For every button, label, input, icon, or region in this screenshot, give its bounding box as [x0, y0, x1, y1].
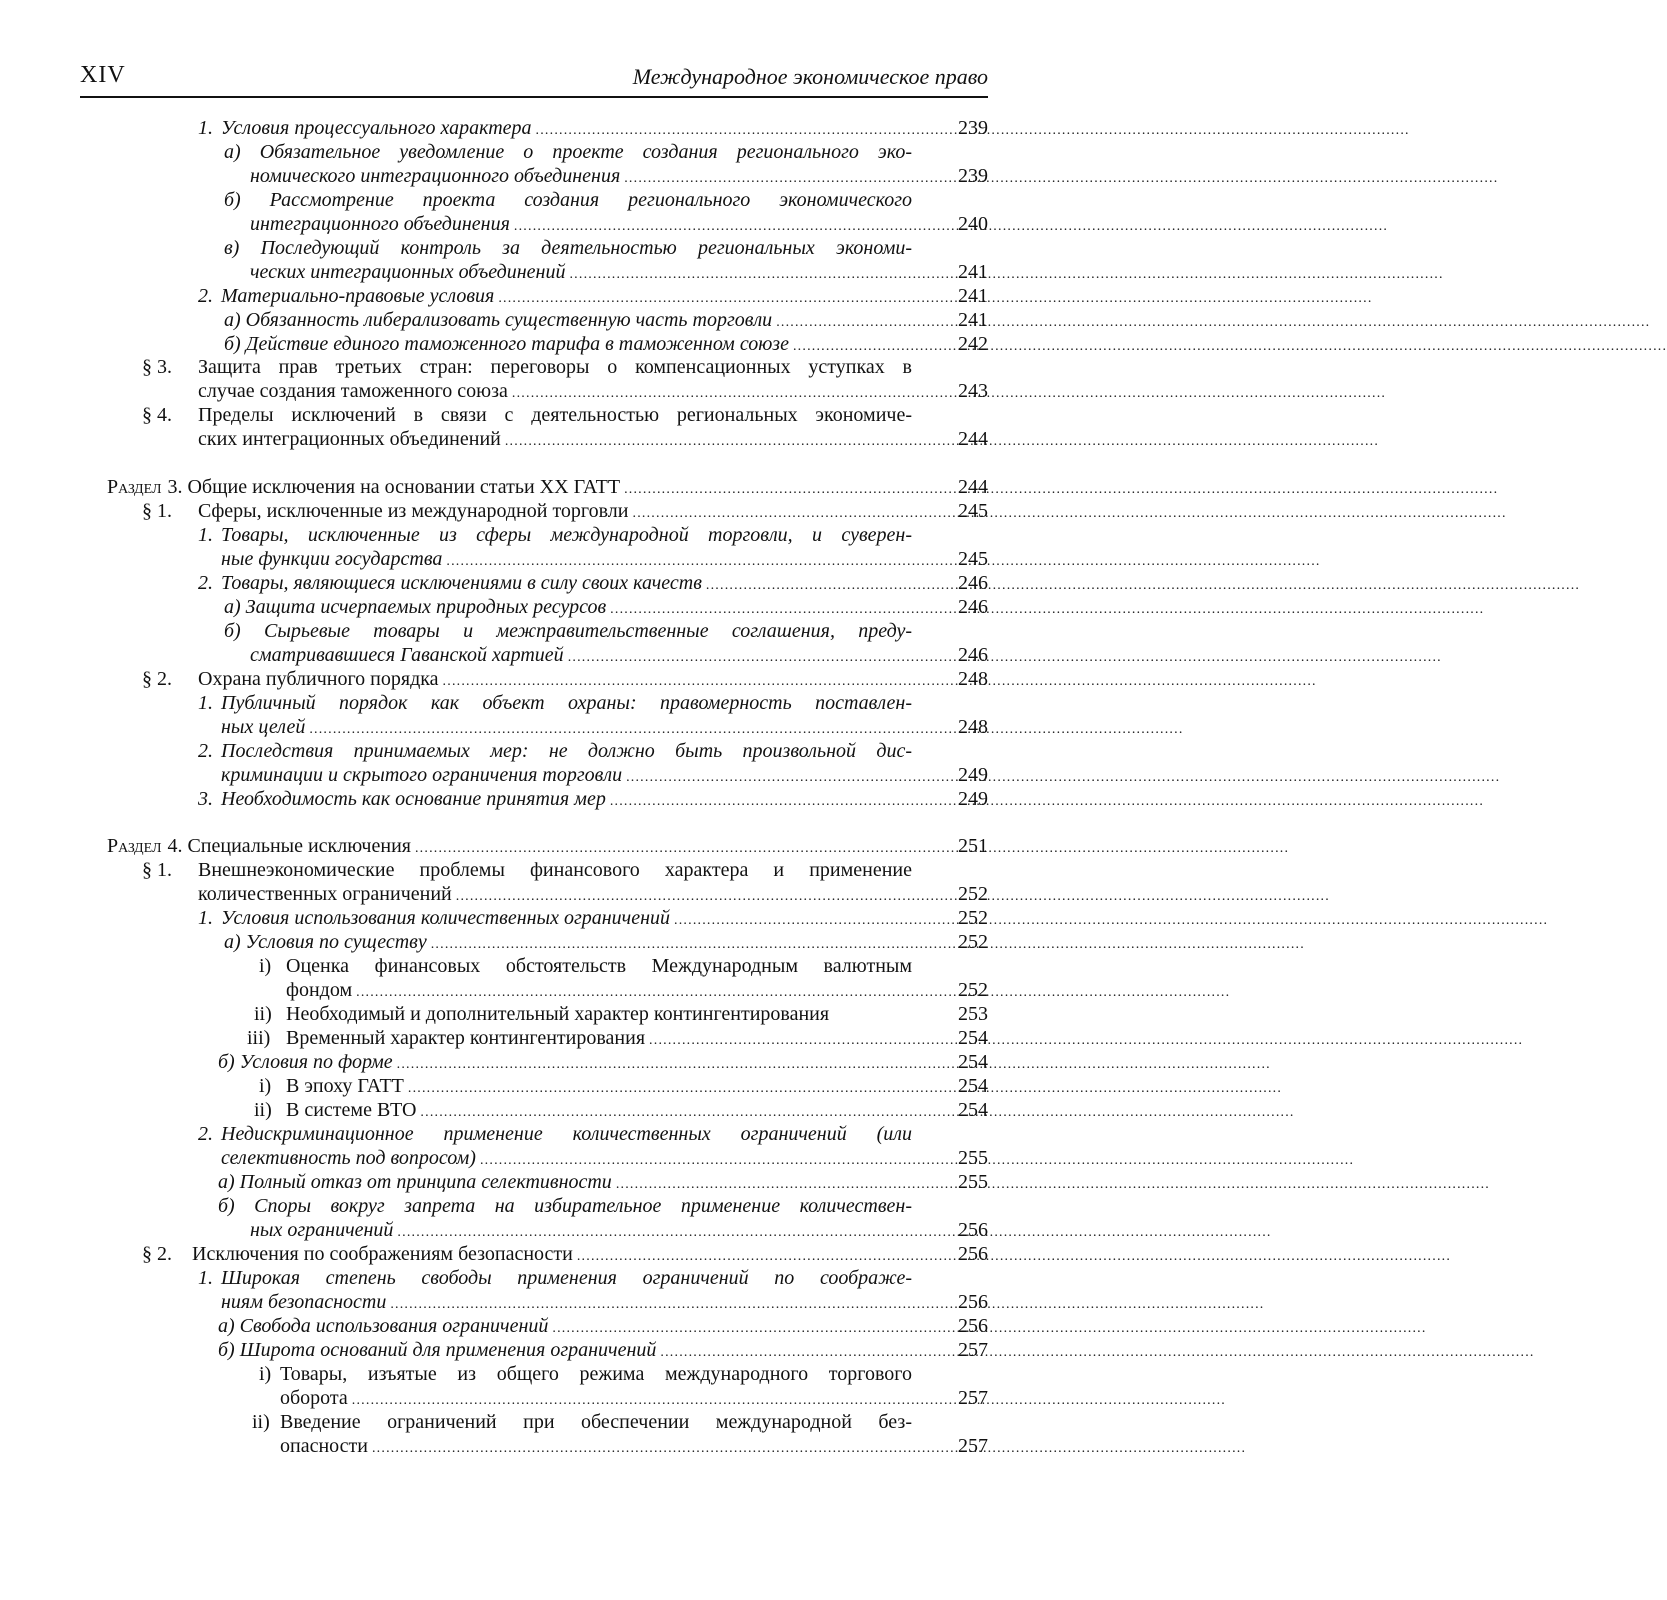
toc-entry-title: Условия использования количественных ограничений	[221, 907, 671, 929]
toc-page-number: 246	[958, 644, 988, 666]
dot-leader	[706, 571, 908, 598]
toc-entry-title: номического интеграционного объединения	[250, 165, 621, 187]
dot-leader	[514, 212, 908, 239]
toc-page-number: 254	[958, 1075, 988, 1097]
dot-leader	[512, 379, 908, 406]
toc-entry[interactable]	[280, 1434, 988, 1458]
toc-page-number: 256	[958, 1291, 988, 1313]
toc-entry[interactable]	[224, 308, 988, 332]
toc-entry-title: Защита прав третьих стран: переговоры о компенсационных уступках в	[198, 356, 912, 378]
toc-entry[interactable]	[198, 691, 912, 715]
toc-entry-title: Внешнеэкономические проблемы финансового характера и применение	[198, 859, 912, 881]
book-title: Международное экономическое право	[632, 64, 988, 89]
toc-entry[interactable]	[218, 1050, 988, 1074]
toc-entry[interactable]	[218, 1314, 988, 1338]
toc-entry-marker: 1.	[198, 692, 213, 714]
toc-entry-marker: 2.	[198, 572, 213, 594]
toc-page-number: 251	[958, 835, 988, 857]
dot-leader	[552, 1314, 908, 1341]
toc-entry-marker: 2.	[198, 1123, 213, 1145]
toc-entry[interactable]	[224, 332, 988, 356]
toc-entry[interactable]	[224, 140, 912, 164]
toc-entry-title: Оценка финансовых обстоятельств Международным валютным	[286, 955, 912, 977]
dot-leader	[660, 1338, 908, 1365]
toc-entry-title: Необходимый и дополнительный характер контингентирования	[286, 1003, 830, 1025]
toc-page-number: 252	[958, 883, 988, 905]
toc-entry[interactable]	[286, 978, 988, 1002]
toc-entry-title: Пределы исключений в связи с деятельностью региональных экономиче-	[198, 404, 912, 426]
toc-entry-marker: 2.	[198, 285, 213, 307]
toc-entry[interactable]	[250, 212, 988, 236]
toc-entry[interactable]	[224, 930, 988, 954]
toc-entry[interactable]	[250, 1218, 988, 1242]
toc-page-number: 256	[958, 1219, 988, 1241]
toc-page-number: 256	[958, 1243, 988, 1265]
dot-leader	[610, 595, 908, 622]
toc-page-number: 254	[958, 1027, 988, 1049]
dot-leader	[577, 1242, 908, 1269]
dot-leader	[633, 499, 909, 526]
toc-entry[interactable]	[259, 1074, 988, 1098]
toc-entry-title: б) Споры вокруг запрета на избирательное применение количествен-	[218, 1195, 912, 1217]
toc-entry[interactable]	[254, 1002, 988, 1026]
toc-entry-title: в) Последующий контроль за деятельностью региональных экономи-	[224, 237, 912, 259]
toc-entry-marker: 1.	[198, 524, 213, 546]
toc-entry[interactable]	[198, 787, 988, 811]
toc-page-number: 245	[958, 548, 988, 570]
toc-entry-marker: 2.	[198, 740, 213, 762]
toc-entry[interactable]	[198, 906, 988, 930]
dot-leader	[568, 643, 908, 670]
toc-entry-title: Материально-правовые условия	[221, 285, 495, 307]
toc-entry-title: б) Условия по форме	[218, 1051, 393, 1073]
dot-leader	[431, 930, 908, 957]
toc-entry[interactable]	[142, 858, 912, 882]
dot-leader	[456, 882, 908, 909]
toc-page-number: 257	[958, 1435, 988, 1457]
toc-entry-title: ных ограничений	[250, 1219, 394, 1241]
toc-page-number: 252	[958, 931, 988, 953]
toc-entry-marker: Раздел	[107, 835, 162, 857]
toc-page-number: 255	[958, 1147, 988, 1169]
toc-page-number: 240	[958, 213, 988, 235]
toc-entry-marker: 1.	[198, 1267, 213, 1289]
toc-page-number: 257	[958, 1339, 988, 1361]
toc-entry[interactable]	[142, 1242, 988, 1266]
toc-page-number: 246	[958, 596, 988, 618]
toc-entry-title: криминации и скрытого ограничения торговли	[221, 764, 623, 786]
toc-entry[interactable]	[259, 1362, 912, 1386]
toc-entry-title: а) Свобода использования ограничений	[218, 1315, 549, 1337]
toc-page-number: 241	[958, 285, 988, 307]
toc-entry-title: оборота	[280, 1387, 348, 1409]
toc-entry-title: Товары, являющиеся исключениями в силу своих качеств	[221, 572, 702, 594]
toc-entry-title: случае создания таможенного союза	[198, 380, 508, 402]
toc-entry[interactable]	[198, 284, 988, 308]
toc-entry-title: фондом	[286, 979, 353, 1001]
toc-entry-marker: § 4.	[142, 404, 172, 426]
toc-entry-marker: i)	[259, 955, 272, 977]
toc-entry[interactable]	[198, 1266, 912, 1290]
dot-leader	[776, 308, 908, 335]
toc-entry-title: 3. Общие исключения на основании статьи XX ГАТТ	[167, 476, 621, 498]
dot-leader	[443, 667, 908, 694]
toc-entry[interactable]	[221, 763, 988, 787]
toc-entry-marker: § 2.	[142, 668, 172, 690]
toc-page-number: 239	[958, 117, 988, 139]
toc-page-number: 244	[958, 428, 988, 450]
toc-entry[interactable]	[107, 475, 988, 499]
toc-entry[interactable]	[198, 523, 912, 547]
toc-entry-marker: iii)	[247, 1027, 271, 1049]
toc-entry[interactable]	[247, 1026, 988, 1050]
toc-entry[interactable]	[218, 1338, 988, 1362]
toc-entry-marker: ii)	[252, 1411, 270, 1433]
dot-leader	[649, 1026, 908, 1053]
toc-entry-title: В системе ВТО	[286, 1099, 417, 1121]
toc-entry-title: Публичный порядок как объект охраны: правомерность поставлен-	[221, 692, 912, 714]
toc-entry-title: Товары, исключенные из сферы международной торговли, и суверен-	[221, 524, 912, 546]
toc-entry-marker: ii)	[254, 1003, 272, 1025]
dot-leader	[498, 284, 908, 311]
toc-page-number: 245	[958, 500, 988, 522]
toc-entry-title: опасности	[280, 1435, 368, 1457]
toc-entry-title: б) Действие единого таможенного тарифа в таможенном союзе	[224, 333, 789, 355]
toc-entry-marker: 1.	[198, 117, 213, 139]
toc-page-number: 248	[958, 716, 988, 738]
dot-leader	[624, 475, 908, 502]
toc-entry[interactable]	[224, 188, 912, 212]
dot-leader	[397, 1218, 908, 1245]
toc-entry-title: б) Сырьевые товары и межправительственные соглашения, преду-	[224, 620, 912, 642]
toc-page-number: 253	[958, 1003, 988, 1025]
toc-page-number: 249	[958, 788, 988, 810]
toc-entry-title: а) Обязанность либерализовать существенную часть торговли	[224, 309, 773, 331]
toc-entry-title: ческих интеграционных объединений	[250, 261, 566, 283]
toc-entry-title: ных целей	[221, 716, 306, 738]
toc-entry-title: Широкая степень свободы применения ограничений по соображе-	[221, 1267, 912, 1289]
toc-entry-title: Необходимость как основание принятия мер	[221, 788, 606, 810]
dot-leader	[415, 834, 908, 861]
toc-entry[interactable]	[250, 643, 988, 667]
dot-leader	[420, 1098, 908, 1125]
dot-leader	[624, 164, 908, 191]
dot-leader	[446, 547, 908, 574]
dot-leader	[408, 1074, 908, 1101]
dot-leader	[372, 1434, 908, 1461]
toc-entry-marker: Раздел	[107, 476, 162, 498]
toc-entry-marker: ii)	[254, 1099, 272, 1121]
dot-leader	[505, 427, 908, 454]
toc-entry-title: ные функции государства	[221, 548, 443, 570]
dot-leader	[610, 787, 908, 814]
toc-entry-title: Охрана публичного порядка	[198, 668, 439, 690]
toc-page-number: 249	[958, 764, 988, 786]
toc-entry-title: интеграционного объединения	[250, 213, 510, 235]
toc-entry[interactable]	[142, 403, 912, 427]
toc-entry-marker: 3.	[198, 788, 213, 810]
dot-leader	[569, 260, 908, 287]
toc-entry-title: б) Широта оснований для применения ограничений	[218, 1339, 657, 1361]
toc-page-number: 244	[958, 476, 988, 498]
page-number: XIV	[80, 62, 126, 88]
dot-leader	[536, 116, 908, 143]
toc-entry[interactable]	[198, 1122, 912, 1146]
toc-entry-title: ских интеграционных объединений	[198, 428, 501, 450]
toc-entry[interactable]	[198, 571, 988, 595]
toc-page-number: 252	[958, 979, 988, 1001]
toc-entry[interactable]	[221, 715, 988, 739]
toc-entry-marker: § 1.	[142, 500, 172, 522]
toc-entry-title: В эпоху ГАТТ	[286, 1075, 404, 1097]
dot-leader	[390, 1290, 908, 1317]
toc-entry-marker: i)	[259, 1075, 272, 1097]
toc-entry-marker: § 2.	[142, 1243, 172, 1265]
toc-page-number: 254	[958, 1051, 988, 1073]
toc-entry[interactable]	[252, 1410, 912, 1434]
toc-page-number: 248	[958, 668, 988, 690]
toc-entry-title: Последствия принимаемых мер: не должно быть произвольной дис-	[221, 740, 912, 762]
toc-entry-title: сматривавшиеся Гаванской хартией	[250, 644, 564, 666]
toc-entry[interactable]	[142, 499, 988, 523]
toc-entry-title: Временный характер контингентирования	[286, 1027, 646, 1049]
toc-entry-title: Исключения по соображениям безопасности	[192, 1243, 573, 1265]
dot-leader	[616, 1170, 908, 1197]
toc-entry-title: 4. Специальные исключения	[167, 835, 411, 857]
toc-entry[interactable]	[218, 1170, 988, 1194]
toc-entry-title: Товары, изъятые из общего режима международного торгового	[280, 1363, 912, 1385]
dot-leader	[397, 1050, 908, 1077]
toc-entry[interactable]	[221, 1290, 988, 1314]
toc-entry[interactable]	[224, 619, 912, 643]
toc-page-number: 246	[958, 572, 988, 594]
dot-leader	[674, 906, 908, 933]
toc-page-number: 252	[958, 907, 988, 929]
dot-leader	[352, 1386, 908, 1413]
toc-entry-marker: i)	[259, 1363, 272, 1385]
toc-entry-title: Сферы, исключенные из международной торговли	[198, 500, 629, 522]
toc-entry[interactable]	[198, 379, 988, 403]
toc-entry[interactable]	[107, 834, 988, 858]
toc-entry-title: а) Условия по существу	[224, 931, 427, 953]
toc-page-number: 241	[958, 261, 988, 283]
toc-entry-title: Условия процессуального характера	[221, 117, 532, 139]
toc-entry-title: Недискриминационное применение количественных ограничений (или	[221, 1123, 912, 1145]
toc-entry[interactable]	[224, 595, 988, 619]
toc-entry[interactable]	[198, 882, 988, 906]
dot-leader	[480, 1146, 908, 1173]
toc-entry[interactable]	[259, 954, 912, 978]
toc-page-number: 242	[958, 333, 988, 355]
toc-entry-title: а) Защита исчерпаемых природных ресурсов	[224, 596, 607, 618]
toc-entry[interactable]	[224, 236, 912, 260]
dot-leader	[356, 978, 908, 1005]
toc-entry-title: ниям безопасности	[221, 1291, 387, 1313]
toc-page-number: 241	[958, 309, 988, 331]
toc-entry[interactable]	[218, 1194, 912, 1218]
toc-entry-title: а) Обязательное уведомление о проекте создания регионального эко-	[224, 141, 912, 163]
toc-entry-marker: § 3.	[142, 356, 172, 378]
toc-page-number: 243	[958, 380, 988, 402]
toc-entry[interactable]	[254, 1098, 988, 1122]
toc-page-number: 255	[958, 1171, 988, 1193]
toc-entry[interactable]	[250, 164, 988, 188]
toc-entry[interactable]	[198, 427, 988, 451]
toc-entry[interactable]	[198, 116, 988, 140]
toc-entry[interactable]	[142, 667, 988, 691]
toc-page-number: 239	[958, 165, 988, 187]
toc-entry[interactable]	[221, 1146, 988, 1170]
toc-page-number: 256	[958, 1315, 988, 1337]
toc-entry-marker: 1.	[198, 907, 213, 929]
toc-entry-title: б) Рассмотрение проекта создания регионального экономического	[224, 189, 912, 211]
toc-entry-marker: § 1.	[142, 859, 172, 881]
toc-entry[interactable]	[198, 739, 912, 763]
toc-entry-title: а) Полный отказ от принципа селективности	[218, 1171, 612, 1193]
toc-entry[interactable]	[280, 1386, 988, 1410]
toc-entry[interactable]	[221, 547, 988, 571]
toc-entry[interactable]	[142, 355, 912, 379]
toc-entry[interactable]	[250, 260, 988, 284]
toc-page-number: 254	[958, 1099, 988, 1121]
dot-leader	[309, 715, 908, 742]
dot-leader	[626, 763, 908, 790]
toc-page-number: 257	[958, 1387, 988, 1409]
toc-entry-title: количественных ограничений	[198, 883, 452, 905]
toc-entry-title: селективность под вопросом)	[221, 1147, 476, 1169]
toc-entry-title: Введение ограничений при обеспечении международной без-	[280, 1411, 912, 1433]
